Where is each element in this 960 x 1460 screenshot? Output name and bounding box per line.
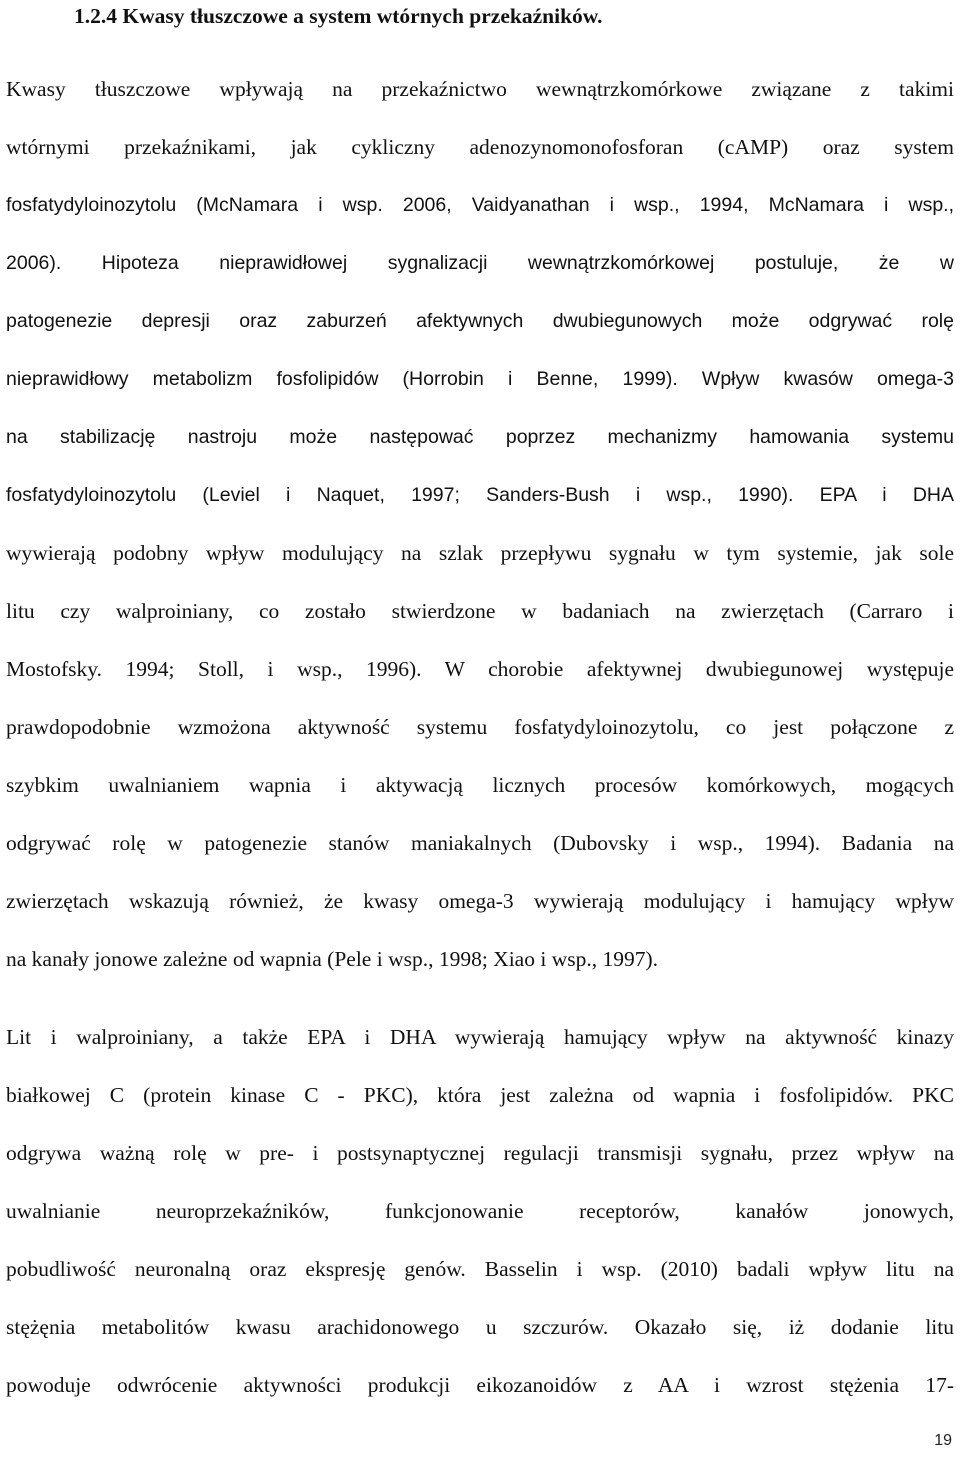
- text-line: stężęnia metabolitów kwasu arachidonowego u szczurów. Okazało się, iż dodanie litu: [6, 1315, 954, 1339]
- text-line: szybkim uwalnianiem wapnia i aktywacją licznych procesów komórkowych, mogących: [6, 773, 954, 797]
- text-line: na stabilizację nastroju może następować poprzez mechanizmy hamowania systemu: [6, 426, 954, 448]
- text-line: zwierzętach wskazują również, że kwasy omega-3 wywierają modulujący i hamujący wpływ: [6, 889, 954, 913]
- text-line: fosfatydyloinozytolu (McNamara i wsp. 2006, Vaidyanathan i wsp., 1994, McNamara i wsp.,: [6, 194, 954, 216]
- text-line: wtórnymi przekaźnikami, jak cykliczny adenozynomonofosforan (cAMP) oraz system: [6, 135, 954, 159]
- text-line: białkowej C (protein kinase C - PKC), która jest zależna od wapnia i fosfolipidów. PKC: [6, 1083, 954, 1107]
- text-line: odgrywać rolę w patogenezie stanów maniakalnych (Dubovsky i wsp., 1994). Badania na: [6, 831, 954, 855]
- text-line: na kanały jonowe zależne od wapnia (Pele i wsp., 1998; Xiao i wsp., 1997).: [6, 947, 659, 971]
- text-line: litu czy walproiniany, co zostało stwierdzone w badaniach na zwierzętach (Carraro i: [6, 599, 954, 623]
- text-line: nieprawidłowy metabolizm fosfolipidów (Horrobin i Benne, 1999). Wpływ kwasów omega-3: [6, 368, 954, 390]
- text-line: 2006). Hipoteza nieprawidłowej sygnalizacji wewnątrzkomórkowej postuluje, że w: [6, 252, 954, 274]
- text-line: Kwasy tłuszczowe wpływają na przekaźnictwo wewnątrzkomórkowe związane z takimi: [6, 77, 954, 101]
- text-line: uwalnianie neuroprzekaźników, funkcjonowanie receptorów, kanałów jonowych,: [6, 1199, 954, 1223]
- text-line: fosfatydyloinozytolu (Leviel i Naquet, 1997; Sanders-Bush i wsp., 1990). EPA i DHA: [6, 484, 954, 506]
- text-line: Lit i walproiniany, a także EPA i DHA wywierają hamujący wpływ na aktywność kinazy: [6, 1025, 954, 1049]
- text-line: prawdopodobnie wzmożona aktywność systemu fosfatydyloinozytolu, co jest połączone z: [6, 715, 954, 739]
- text-line: pobudliwość neuronalną oraz ekspresję genów. Basselin i wsp. (2010) badali wpływ litu na: [6, 1257, 954, 1281]
- page-number: 19: [934, 1432, 952, 1449]
- text-line: powoduje odwrócenie aktywności produkcji eikozanoidów z AA i wzrost stężenia 17-: [6, 1373, 954, 1397]
- text-line: Mostofsky. 1994; Stoll, i wsp., 1996). W chorobie afektywnej dwubiegunowej występuje: [6, 657, 954, 681]
- section-heading: 1.2.4 Kwasy tłuszczowe a system wtórnych przekaźników.: [74, 4, 603, 28]
- text-line: patogenezie depresji oraz zaburzeń afektywnych dwubiegunowych może odgrywać rolę: [6, 310, 954, 332]
- text-line: wywierają podobny wpływ modulujący na szlak przepływu sygnału w tym systemie, jak sole: [6, 541, 954, 565]
- text-line: odgrywa ważną rolę w pre- i postsynaptycznej regulacji transmisji sygnału, przez wpływ na: [6, 1141, 954, 1165]
